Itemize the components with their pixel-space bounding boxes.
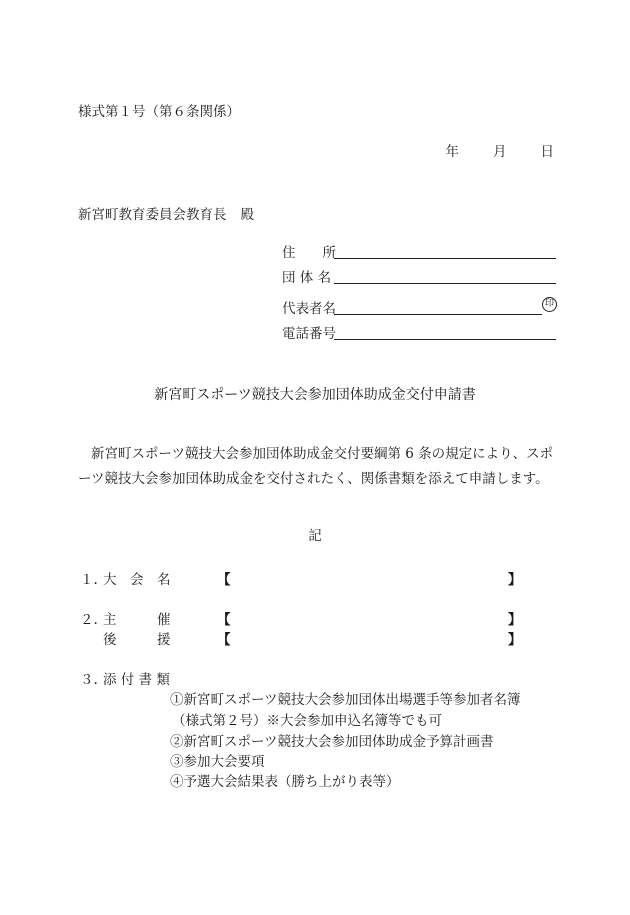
item1-bracket-open: 【	[217, 572, 231, 588]
representative-label: 代表者名	[282, 301, 336, 317]
item1-label: 大 会 名	[103, 572, 171, 588]
attachment-item: ①新宮町スポーツ競技大会参加団体出場選手等参加者名簿	[170, 692, 521, 708]
item1-number: １.	[80, 572, 98, 588]
date-month: 月	[493, 144, 507, 160]
item2b-bracket-open: 【	[217, 632, 231, 648]
item3-label: 添 付 書 類	[103, 672, 170, 688]
seal-icon: 印	[542, 297, 557, 312]
attachment-item: ③参加大会要項	[170, 754, 265, 770]
ki-heading: 記	[308, 528, 322, 544]
date-day: 日	[540, 144, 554, 160]
item2-number: ２.	[80, 612, 98, 628]
item2b-bracket-close: 】	[508, 632, 522, 648]
item2b-label: 後 援	[103, 632, 171, 648]
date-line	[446, 140, 555, 160]
group-name-line	[334, 283, 556, 284]
form-number: 様式第１号（第６条関係）	[78, 104, 240, 120]
item1-bracket-close: 】	[508, 572, 522, 588]
addressee-name: 新宮町教育委員会教育長	[78, 207, 227, 223]
item2-bracket-close: 】	[508, 612, 522, 628]
attachment-item: ②新宮町スポーツ競技大会参加団体助成金予算計画書	[170, 734, 494, 750]
phone-line	[334, 339, 556, 340]
addressee	[78, 203, 254, 223]
attachment-item: （様式第２号）※大会参加申込名簿等でも可	[172, 713, 442, 729]
representative-line	[334, 314, 542, 315]
item2-bracket-open: 【	[217, 612, 231, 628]
item2-label: 主 催	[103, 612, 171, 628]
attachment-item: ④予選大会結果表（勝ち上がり表等）	[170, 774, 400, 790]
date-year: 年	[445, 144, 459, 160]
address-label: 住 所	[282, 245, 336, 261]
phone-label: 電話番号	[282, 326, 336, 342]
address-line	[334, 258, 556, 259]
document-title: 新宮町スポーツ競技大会参加団体助成金交付申請書	[154, 387, 476, 403]
addressee-honorific: 殿	[240, 207, 254, 223]
group-name-label: 団 体 名	[282, 270, 332, 286]
item3-number: ３.	[80, 672, 98, 688]
body-paragraph: 新宮町スポーツ競技大会参加団体助成金交付要綱第 6 条の規定により、スポーツ競技大会参加団体助成金を交付されたく、関係書類を添えて申請します。	[78, 446, 554, 487]
